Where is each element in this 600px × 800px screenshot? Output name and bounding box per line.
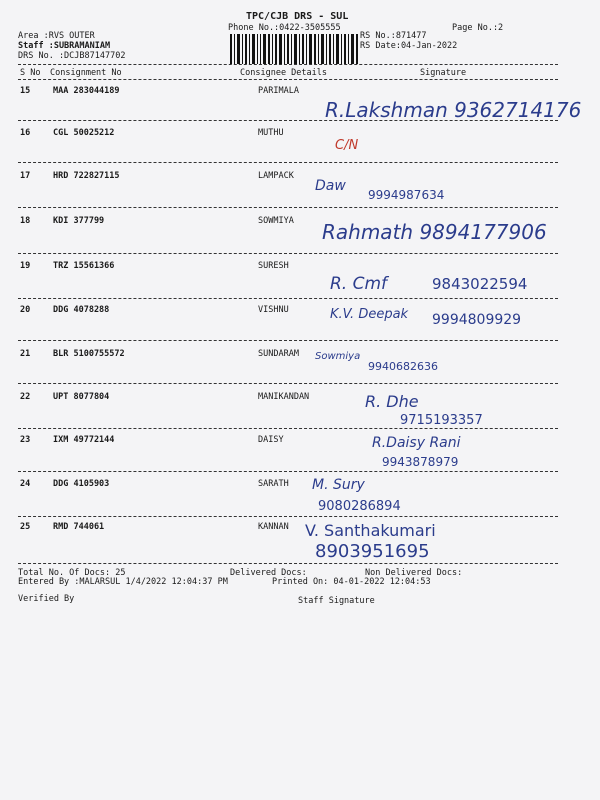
signature-handwriting: R. Cmf bbox=[330, 274, 388, 294]
col-consignment: Consignment No bbox=[50, 68, 122, 78]
printed-on: Printed On: 04-01-2022 12:04:53 bbox=[272, 577, 431, 587]
row-divider bbox=[18, 162, 558, 163]
signature-phone: 9940682636 bbox=[368, 360, 438, 373]
header-divider bbox=[18, 64, 558, 65]
row-consignee: LAMPACK bbox=[258, 171, 294, 181]
signature-handwriting: R. Dhe bbox=[365, 392, 419, 411]
area-label: Area :RVS OUTER bbox=[18, 31, 95, 41]
signature-handwriting: Daw bbox=[315, 178, 346, 194]
row-sno: 15 bbox=[20, 86, 31, 96]
row-consignment: RMD 744061 bbox=[53, 522, 105, 532]
row-consignee: SOWMIYA bbox=[258, 216, 294, 226]
row-consignee: MANIKANDAN bbox=[258, 392, 310, 402]
verified-by: Verified By bbox=[18, 594, 75, 604]
signature-handwriting: Sowmiya bbox=[315, 351, 361, 362]
signature-handwriting: M. Sury bbox=[312, 477, 365, 493]
row-consignee: PARIMALA bbox=[258, 86, 299, 96]
signature-phone: 9080286894 bbox=[318, 499, 401, 514]
signature-handwriting: K.V. Deepak bbox=[330, 307, 409, 322]
page-number: Page No.:2 bbox=[452, 23, 504, 33]
signature-phone: 9994809929 bbox=[432, 312, 522, 328]
row-sno: 18 bbox=[20, 216, 31, 226]
barcode bbox=[230, 34, 360, 64]
row-consignee: SURESH bbox=[258, 261, 289, 271]
signature-phone: 9994987634 bbox=[368, 188, 445, 202]
row-consignment: TRZ 15561366 bbox=[53, 261, 115, 271]
row-consignment: DDG 4078288 bbox=[53, 305, 110, 315]
phone-number: Phone No.:0422-3505555 bbox=[228, 23, 341, 33]
col-consignee: Consignee Details bbox=[240, 68, 327, 78]
signature-phone: 8903951695 bbox=[315, 541, 430, 562]
col-signature: Signature bbox=[420, 68, 467, 78]
signature-phone: 9843022594 bbox=[432, 275, 528, 293]
col-sno: S No bbox=[20, 68, 41, 78]
row-consignee: VISHNU bbox=[258, 305, 289, 315]
column-divider bbox=[18, 79, 558, 80]
signature-handwriting: V. Santhakumari bbox=[305, 521, 436, 540]
row-consignee: SUNDARAM bbox=[258, 349, 299, 359]
row-consignment: KDI 377799 bbox=[53, 216, 105, 226]
row-divider bbox=[18, 471, 558, 472]
document-title: TPC/CJB DRS - SUL bbox=[246, 11, 349, 22]
signature-phone: 9943878979 bbox=[382, 455, 459, 469]
row-consignment: DDG 4105903 bbox=[53, 479, 110, 489]
row-consignee: KANNAN bbox=[258, 522, 289, 532]
entered-by: Entered By :MALARSUL 1/4/2022 12:04:37 PM bbox=[18, 577, 228, 587]
row-divider bbox=[18, 207, 558, 208]
row-divider bbox=[18, 253, 558, 254]
row-sno: 24 bbox=[20, 479, 31, 489]
row-consignment: CGL 50025212 bbox=[53, 128, 115, 138]
row-consignment: IXM 49772144 bbox=[53, 435, 115, 445]
row-sno: 19 bbox=[20, 261, 31, 271]
row-divider bbox=[18, 516, 558, 517]
signature-phone: 9715193357 bbox=[400, 413, 483, 428]
row-consignment: MAA 283044189 bbox=[53, 86, 120, 96]
row-divider bbox=[18, 428, 558, 429]
row-consignment: UPT 8077804 bbox=[53, 392, 110, 402]
staff-label: Staff :SUBRAMANIAM bbox=[18, 41, 111, 51]
row-consignment: BLR 5100755572 bbox=[53, 349, 125, 359]
signature-handwriting: C/N bbox=[335, 138, 359, 153]
row-consignee: MUTHU bbox=[258, 128, 284, 138]
row-sno: 17 bbox=[20, 171, 31, 181]
row-divider bbox=[18, 120, 558, 121]
row-consignee: SARATH bbox=[258, 479, 289, 489]
delivered-docs: Delivered Docs: bbox=[230, 568, 307, 578]
row-consignee: DAISY bbox=[258, 435, 284, 445]
rs-number: RS No.:871477 bbox=[360, 31, 427, 41]
total-docs: Total No. Of Docs: 25 bbox=[18, 568, 126, 578]
signature-handwriting: R.Daisy Rani bbox=[372, 435, 461, 451]
row-sno: 21 bbox=[20, 349, 31, 359]
row-consignment: HRD 722827115 bbox=[53, 171, 120, 181]
rs-date: RS Date:04-Jan-2022 bbox=[360, 41, 458, 51]
signature-handwriting: R.Lakshman 9362714176 bbox=[325, 98, 582, 122]
staff-signature-label: Staff Signature bbox=[298, 596, 375, 606]
table-bottom-divider bbox=[18, 563, 558, 564]
non-delivered-docs: Non Delivered Docs: bbox=[365, 568, 463, 578]
drs-number: DRS No. :DCJB87147702 bbox=[18, 51, 126, 61]
row-divider bbox=[18, 298, 558, 299]
row-divider bbox=[18, 383, 558, 384]
row-sno: 23 bbox=[20, 435, 31, 445]
row-sno: 20 bbox=[20, 305, 31, 315]
signature-handwriting: Rahmath 9894177906 bbox=[322, 220, 547, 244]
row-sno: 25 bbox=[20, 522, 31, 532]
row-sno: 22 bbox=[20, 392, 31, 402]
row-sno: 16 bbox=[20, 128, 31, 138]
row-divider bbox=[18, 340, 558, 341]
